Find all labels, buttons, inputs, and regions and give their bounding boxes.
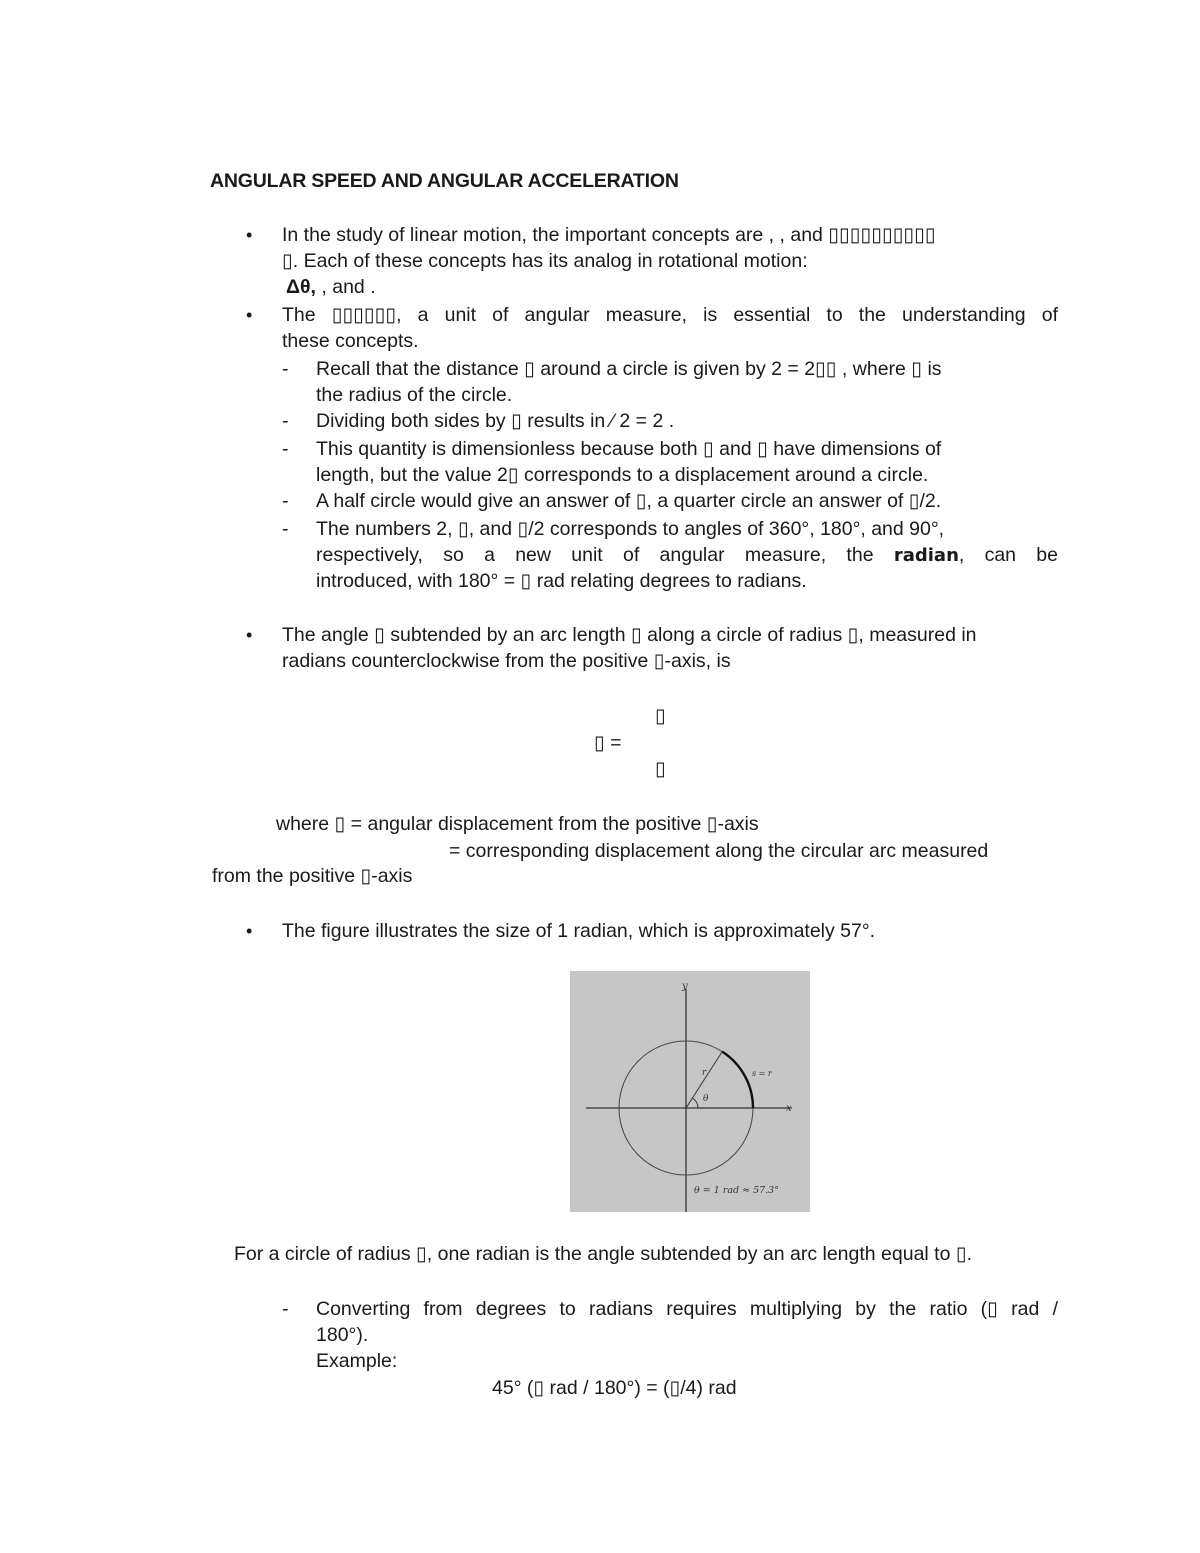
text-line: radians counterclockwise from the positive ▯-axis, is — [282, 650, 731, 672]
y-axis-label: y — [682, 981, 688, 992]
text-line: This quantity is dimensionless because both ▯ and ▯ have dimensions of — [316, 438, 942, 460]
where-line: where ▯ = angular displacement from the positive ▯-axis — [276, 813, 759, 835]
text-fragment: , can be — [958, 544, 1059, 566]
photo-background — [570, 971, 810, 1212]
equation-numerator: ▯ — [655, 705, 666, 727]
figure-caption: θ = 1 rad ≈ 57.3° — [694, 1185, 779, 1196]
bullet-marker: • — [246, 305, 253, 325]
theta-label: θ — [703, 1094, 709, 1104]
word: unit — [444, 304, 477, 326]
subpoint-divide — [316, 408, 1058, 434]
text-line: 180°). — [316, 1324, 369, 1346]
word: angular — [524, 304, 590, 326]
text-line: Recall that the distance ▯ around a circle is given by 2 = 2▯▯ , where ▯ is — [316, 358, 942, 380]
word: of — [1041, 304, 1058, 326]
word: understanding — [902, 304, 1026, 326]
bullet-marker: • — [246, 225, 253, 245]
bullet-marker: • — [246, 921, 253, 941]
subpoint-dimensionless — [316, 436, 1058, 488]
word: the — [858, 304, 886, 326]
text-line — [316, 542, 1058, 568]
word: ▯▯▯▯▯▯, — [331, 304, 402, 326]
text-fragment: , and . — [315, 276, 376, 298]
delta-theta-symbol: Δθ, — [286, 276, 316, 298]
figure-description: For a circle of radius ▯, one radian is the angle subtended by an arc length equal to ▯. — [234, 1243, 972, 1265]
word: a — [417, 304, 429, 326]
dash-marker: - — [282, 358, 289, 380]
equation-lhs: ▯ = — [594, 732, 622, 754]
subpoint-half-circle — [316, 488, 1058, 514]
dash-marker: - — [282, 1298, 289, 1320]
text-line: A half circle would give an answer of ▯, a quarter circle an answer of ▯/2. — [316, 490, 942, 512]
text-line: The figure illustrates the size of 1 radian, which is approximately 57°. — [282, 920, 876, 942]
text-line: The numbers 2, ▯, and ▯/2 corresponds to angles of 360°, 180°, and 90°, — [316, 518, 945, 540]
bullet-angle-subtended — [282, 622, 1058, 674]
conversion-example: 45° (▯ rad / 180°) = (▯/4) rad — [492, 1377, 737, 1399]
text-line: Converting from degrees to radians requires multiplying by the ratio (▯ rad / — [316, 1298, 1058, 1320]
radian-diagram — [570, 971, 810, 1212]
text-line — [282, 302, 1058, 328]
arc-label: s = r — [752, 1069, 772, 1078]
where-line: from the positive ▯-axis — [212, 865, 413, 887]
bullet-radian-unit — [282, 302, 1058, 354]
radian-term: radian — [893, 545, 959, 566]
x-axis-label: x — [786, 1103, 792, 1114]
text-line — [282, 274, 1058, 300]
text-line: In the study of linear motion, the important concepts are , , and ▯▯▯▯▯▯▯▯▯▯ — [282, 224, 936, 246]
dash-marker: - — [282, 438, 289, 460]
text-line: The angle ▯ subtended by an arc length ▯ along a circle of radius ▯, measured in — [282, 624, 977, 646]
text-line: length, but the value 2▯ corresponds to a displacement around a circle. — [316, 464, 929, 486]
text-line: these concepts. — [282, 330, 419, 352]
word: to — [826, 304, 843, 326]
where-line: = corresponding displacement along the circular arc measured — [449, 840, 989, 862]
text-line: the radius of the circle. — [316, 384, 513, 406]
word: of — [492, 304, 509, 326]
text-line: introduced, with 180° = ▯ rad relating degrees to radians. — [316, 570, 807, 592]
bullet-marker: • — [246, 625, 253, 645]
bullet-figure-intro — [282, 918, 1058, 944]
subpoint-radian-definition — [316, 516, 1058, 594]
equation-denominator: ▯ — [655, 758, 666, 780]
word: essential — [733, 304, 811, 326]
word: is — [703, 304, 718, 326]
radian-figure — [570, 971, 810, 1212]
page-title: ANGULAR SPEED AND ANGULAR ACCELERATION — [210, 170, 679, 192]
word: measure, — [605, 304, 688, 326]
bullet-linear-motion — [282, 222, 1058, 300]
word: The — [282, 304, 316, 326]
text-line: Example: — [316, 1350, 398, 1372]
dash-marker: - — [282, 518, 289, 540]
text-line: Dividing both sides by ▯ results in ∕ 2 = 2 . — [316, 410, 675, 432]
text-line: ▯. Each of these concepts has its analog in rotational motion: — [282, 250, 808, 272]
subpoint-conversion — [316, 1296, 1058, 1374]
dash-marker: - — [282, 410, 289, 432]
text-fragment: respectively, so a new unit of angular measure, the — [316, 544, 874, 566]
subpoint-circumference — [316, 356, 1058, 408]
dash-marker: - — [282, 490, 289, 512]
radius-label: r — [702, 1068, 707, 1078]
